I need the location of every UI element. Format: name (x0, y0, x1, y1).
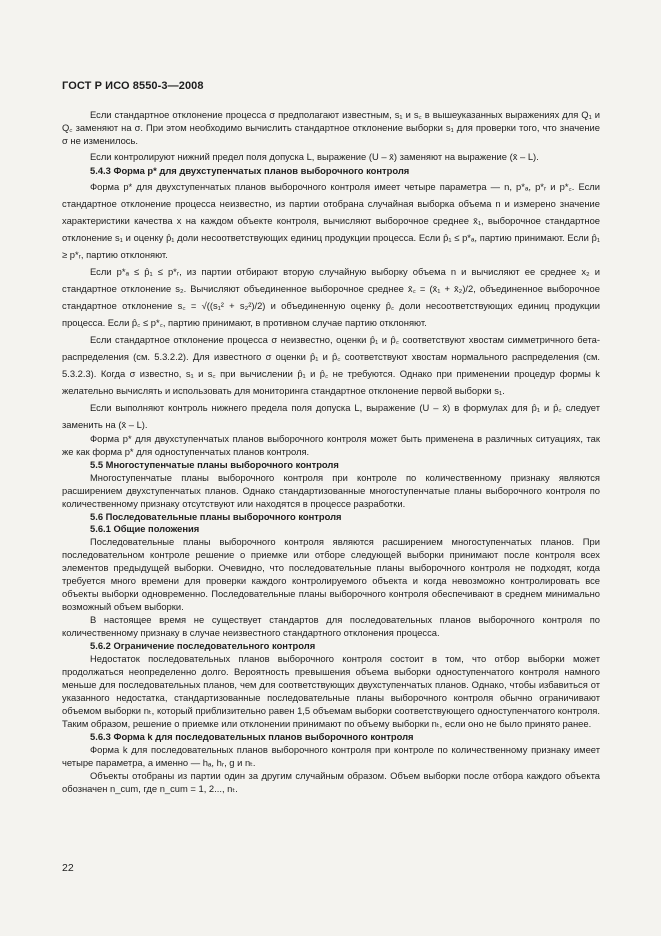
subsection-heading: 5.6.1 Общие положения (90, 523, 200, 535)
section-heading: 5.5 Многоступенчатые планы выборочного контроля (90, 458, 339, 470)
paragraph: Если выполняют контроль нижнего предела поля допуска L, выражение (U – x̄) в формулах для p̂₁ и p̂꜀ следует заменить на (x̄ – L). (62, 401, 600, 430)
paragraph: В настоящее время не существует стандартов для последовательных планов выборочного контроля по количественному признаку в случае неизвестного стандартного отклонения процесса. (62, 614, 600, 639)
section-heading: 5.6 Последовательные планы выборочного контроля (90, 510, 342, 522)
paragraph: Если стандартное отклонение процесса σ неизвестно, оценки p̂₁ и p̂꜀ соответствуют хвостам симметричного бета-распределения (см. 5.3.2.2). Для известного σ оценки p̂₁ и p̂꜀ соответствуют хвостам нормального распределения (см. 5.3.2.3). Когда σ известно, s₁ и s꜀ при вычислении p̂₁ и p̂꜀ не требуются. Однако при применении процедур формы k желательно вычислять и использовать для мониторинга стандартное отклонение первой выборки s₁. (62, 333, 600, 396)
subsection-heading: 5.6.2 Ограничение последовательного контроля (90, 640, 316, 652)
paragraph: Форма p* для двухступенчатых планов выборочного контроля может быть применена в различных ситуациях, так же как форма p* для одноступенчатых планов контроля. (62, 432, 600, 457)
paragraph: Если контролируют нижний предел поля допуска L, выражение (U – x̄) заменяют на выражение (x̄ – L). (90, 150, 539, 162)
paragraph: Недостаток последовательных планов выборочного контроля состоит в том, что отбор выборки может продолжаться неопределенно долго. Вероятность превышения объема выборки одноступенчатого контроля намного меньше для последовательных планов, чем для соответствующих двухступенчатых планов. Однако, чтобы избавиться от указанного недостатка, стандартизованные последовательные планы выборочного контроля обычно ограничивают объемом выборки nₜ, который приблизительно равен 1,5 объемам выборки соответствующего одноступенчатого контроля. Таким образом, решение о приемке или отклонении принимают по объему выборки nₜ, если оно не было принято ранее. (62, 653, 600, 729)
page-number: 22 (62, 862, 74, 874)
page-header: ГОСТ Р ИСО 8550-3—2008 (62, 80, 204, 92)
subsection-heading: 5.6.3 Форма k для последовательных планов выборочного контроля (90, 730, 414, 742)
paragraph: Форма p* для двухступенчатых планов выборочного контроля имеет четыре параметра — n, p*ₐ, p*ᵣ и p*꜀. Если стандартное отклонение процесса неизвестно, из партии отобрана случайная выборка объема n и измерено значение характеристики качества x на каждом объекте контроля, вычисляют выборочное среднее x̄₁, выборочное стандартное отклонение s₁ и оценку p̂₁ доли несоответствующих единиц продукции процесса. Если p̂₁ ≤ p*ₐ, партию принимают. Если p̂₁ ≥ p*ᵣ, партию отклоняют. (62, 180, 600, 260)
paragraph: Многоступенчатые планы выборочного контроля при контроле по количественному признаку являются расширением двухступенчатых планов. Однако стандартизованные многоступенчатые планы выборочного контроля по количественному признаку отсутствуют или находятся в процессе разработки. (62, 471, 600, 509)
body-text (62, 109, 600, 796)
section-heading: 5.4.3 Форма p* для двухступенчатых планов выборочного контроля (90, 164, 410, 176)
paragraph: Объекты отобраны из партии один за другим случайным образом. Объем выборки после отбора каждого объекта обозначен n_cum, где n_cum = 1, 2..., nₜ. (62, 769, 600, 794)
paragraph: Если p*ₐ ≤ p̂₁ ≤ p*ᵣ, из партии отбирают вторую случайную выборку объема n и вычисляют ее среднее x₂ и стандартное отклонение s₂. Вычисляют объединенное выборочное среднее x̄꜀ = (x̄₁ + x̄₂)/2, объединенное выборочное стандартное отклонение s꜀ = √((s₁² + s₂²)/2) и объединенную оценку p̂꜀ доли несоответствующих единиц продукции процесса. Если p̂꜀ ≤ p*꜀, партию принимают, в противном случае партию отклоняют. (62, 265, 600, 328)
paragraph: Форма k для последовательных планов выборочного контроля при контроле по количественному признаку имеет четыре параметра, а именно — hₐ, hᵣ, g и nₜ. (62, 743, 600, 768)
paragraph: Если стандартное отклонение процесса σ предполагают известным, s₁ и s꜀ в вышеуказанных выражениях для Q₁ и Q꜀ заменяют на σ. При этом необходимо вычислить стандартное отклонение выборки s₁ для проверки того, что значение σ не изменилось. (62, 109, 600, 146)
paragraph: Последовательные планы выборочного контроля являются расширением многоступенчатых планов. При последовательном контроле решение о приемке или отборе следующей выборки принимают после контроля всех элементов предыдущей выборки. Очевидно, что последовательные планы выборочного контроля не подходят, когда требуется много времени для проверки каждого контролируемого объекта и когда невозможно контролировать все объекты выборки одновременно. Последовательные планы выборочного контроля обеспечивают в среднем минимально возможный объем выборки. (62, 536, 600, 613)
